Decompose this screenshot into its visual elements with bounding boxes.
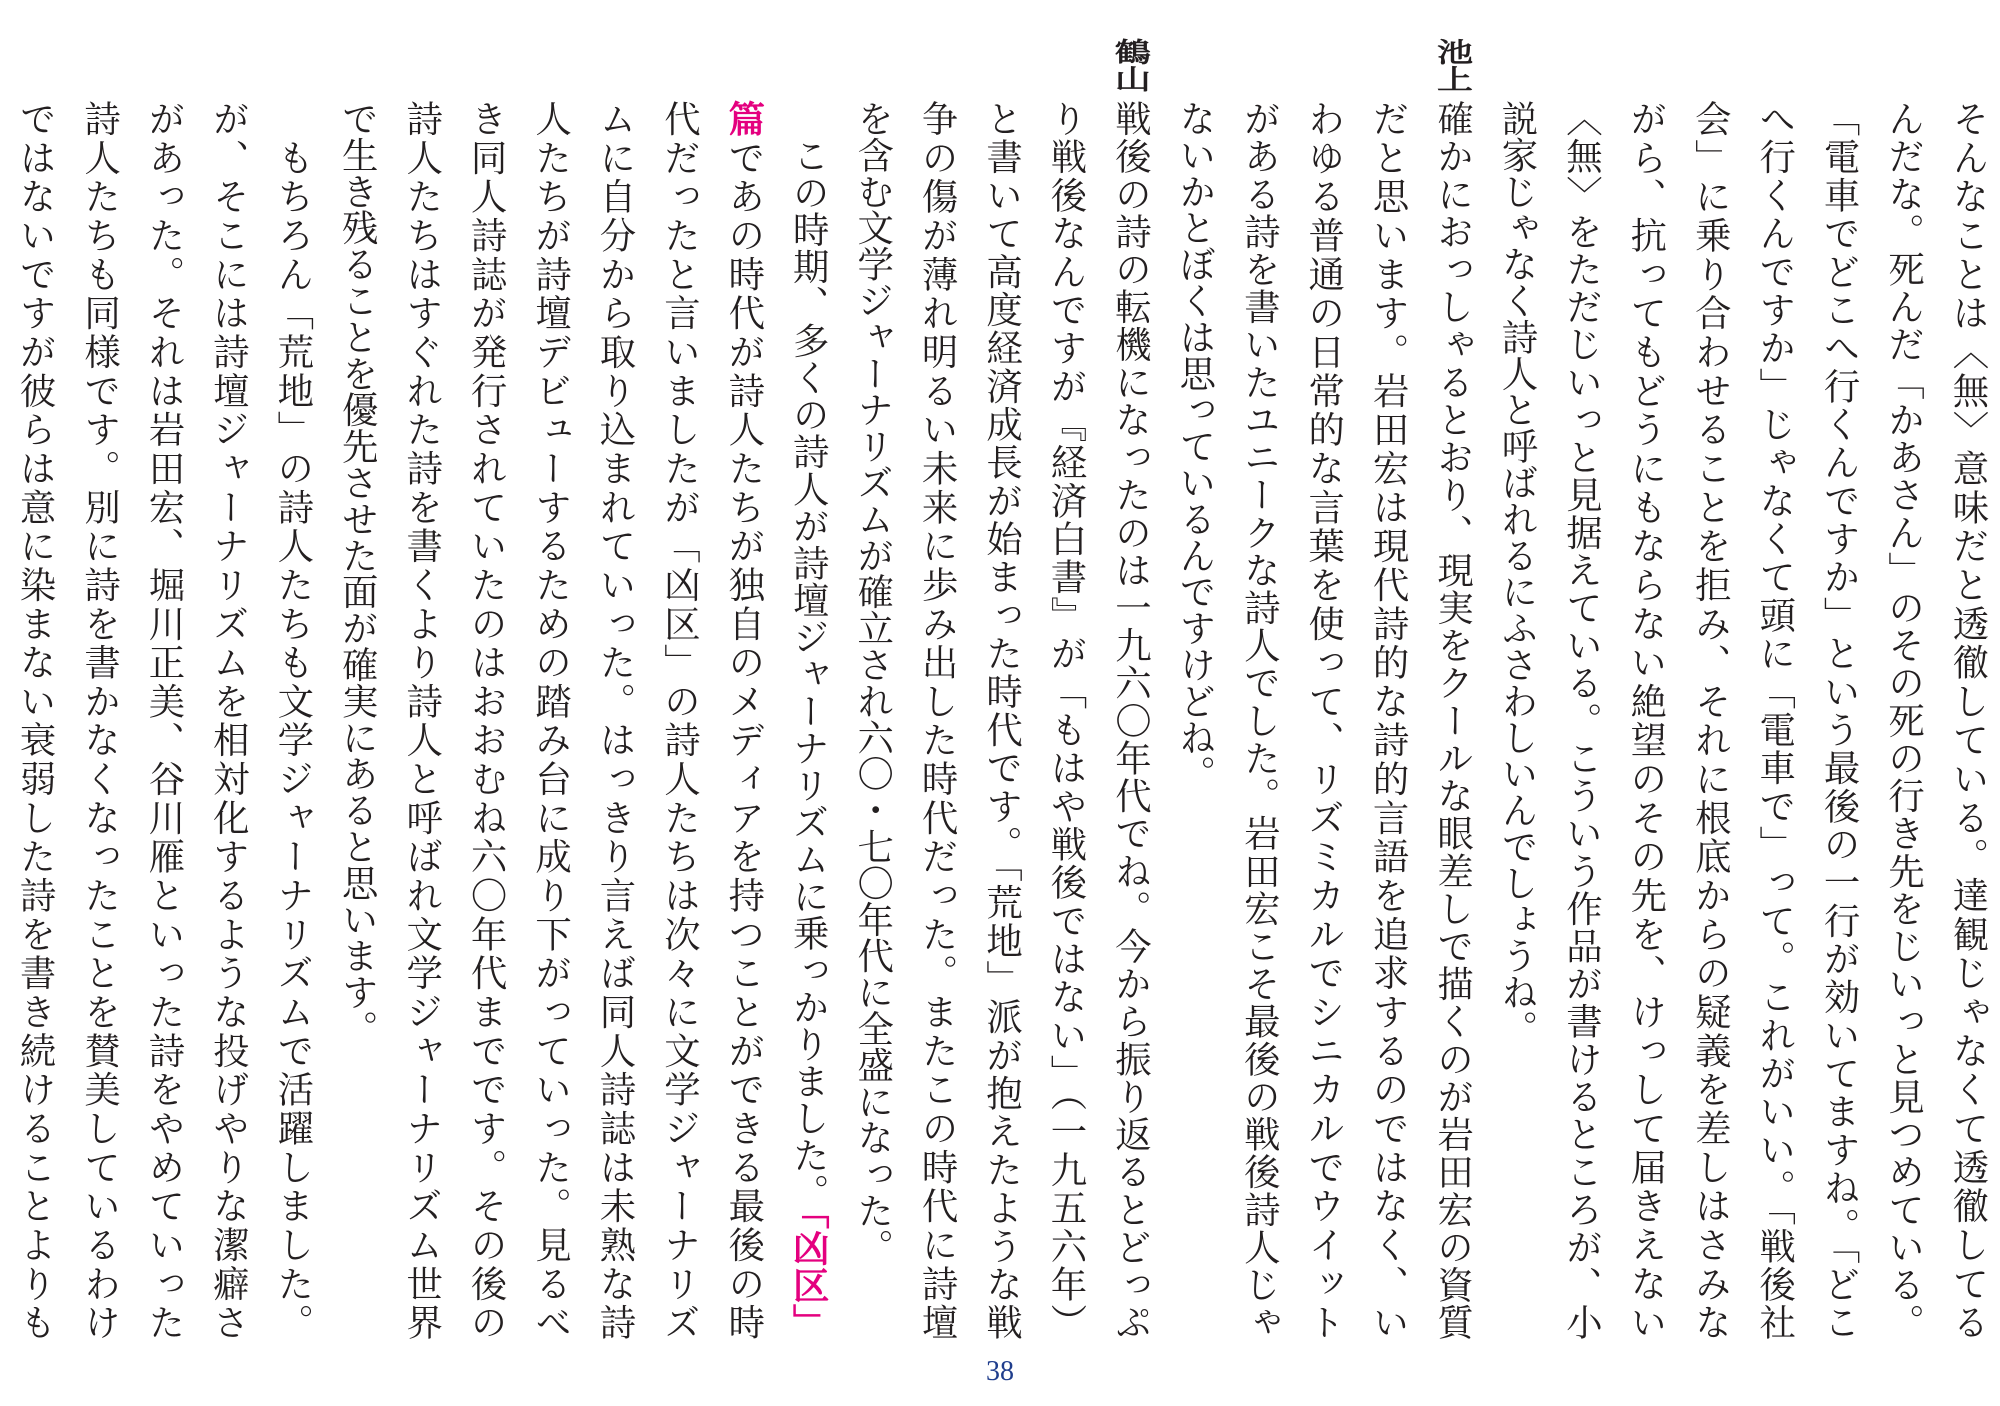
text-line: 詩人たちも同様です。別に詩を書かなくなったことを賛美しているわけ (78, 100, 122, 1340)
text-line: わゆる普通の日常的な言葉を使って、リズミカルでシニカルでウイット (1302, 100, 1346, 1340)
text-line: 人たちが詩壇デビューするための踏み台に成り下がっていった。見るべ (529, 100, 573, 1340)
text-line: だと思います。岩田宏は現代詩的な詩的言語を追求するのではなく、い (1367, 100, 1411, 1340)
text-line: がある詩を書いたユニークな詩人でした。岩田宏こそ最後の戦後詩人じゃ (1238, 100, 1282, 1340)
text-line: 代だったと言いましたが「凶区」の詩人たちは次々に文学ジャーナリズ (658, 100, 702, 1340)
text-line: が、そこには詩壇ジャーナリズムを相対化するような投げやりな潔癖さ (207, 100, 251, 1340)
text-line: 確かにおっしゃるとおり、現実をクールな眼差しで描くのが岩田宏の資質 (1431, 100, 1475, 1340)
text-line: 「電車でどこへ行くんですか」という最後の一行が効いてますね。「どこ (1818, 100, 1862, 1340)
speaker-name: 鶴山 (1109, 38, 1152, 92)
text-line: がら、抗ってもどうにもならない絶望のその先を、けっして届きえない (1624, 100, 1668, 1340)
text-line: 戦後の詩の転機になったのは一九六〇年代でね。今から振り返るとどっぷ (1109, 100, 1153, 1340)
cross-reference: 「凶区」 (787, 1210, 831, 1341)
cross-reference: 篇 (722, 100, 766, 139)
text-line: そんなことは〈無〉意味だと透徹している。達観じゃなくて透徹してる (1947, 100, 1990, 1340)
text-line: を含む文学ジャーナリズムが確立され六〇・七〇年代に全盛になった。 (851, 100, 895, 1265)
text-line (724, 100, 764, 1340)
speaker-name: 池上 (1431, 38, 1474, 92)
text-line: 説家じゃなく詩人と呼ばれるにふさわしいんでしょうね。 (1495, 100, 1539, 1047)
text-line: と書いて高度経済成長が始まった時代です。「荒地」派が抱えたような戦 (980, 100, 1024, 1340)
text-line: 争の傷が薄れ明るい未来に歩み出した時代だった。またこの時代に詩壇 (916, 100, 960, 1340)
text-line: 〈無〉をただじいっと見据えている。こういう作品が書けるところが、小 (1560, 100, 1604, 1340)
text-line: で生き残ることを優先させた面が確実にあると思います。 (336, 100, 380, 1047)
text-line: ムに自分から取り込まれていった。はっきり言えば同人詩誌は未熟な詩 (593, 100, 637, 1340)
text-line: き同人詩誌が発行されていたのはおおむね六〇年代までです。その後の (465, 100, 509, 1340)
text-line-body: この時期、多くの詩人が詩壇ジャーナリズムに乗っかりました。 (787, 100, 831, 1211)
text-line: ではないですが彼らは意に染まない衰弱した詩を書き続けることよりも (14, 100, 58, 1340)
text-line-body: であの時代が詩人たちが独自のメディアを持つことができる最後の時 (722, 138, 766, 1340)
text-line: 詩人たちはすぐれた詩を書くより詩人と呼ばれ文学ジャーナリズム世界 (400, 100, 444, 1340)
text-line (787, 100, 831, 1341)
text-line: ないかとぼくは思っているんですけどね。 (1173, 100, 1217, 792)
page-number: 38 (986, 1356, 1014, 1387)
text-line: 会」に乗り合わせることを拒み、それに根底からの疑義を差しはさみな (1689, 100, 1733, 1340)
text-line: り戦後なんですが『経済白書』が「もはや戦後ではない」（一九五六年） (1044, 100, 1088, 1340)
text-line: んだな。死んだ「かあさん」のその死の行き先をじいっと見つめている。 (1882, 100, 1926, 1340)
text-line: があった。それは岩田宏、堀川正美、谷川雁といった詩をやめていった (142, 100, 186, 1340)
text-line: へ行くんですか」じゃなくて頭に「電車で」って。これがいい。「戦後社 (1753, 100, 1797, 1340)
text-line: もちろん「荒地」の詩人たちも文学ジャーナリズムで活躍しました。 (271, 100, 315, 1340)
